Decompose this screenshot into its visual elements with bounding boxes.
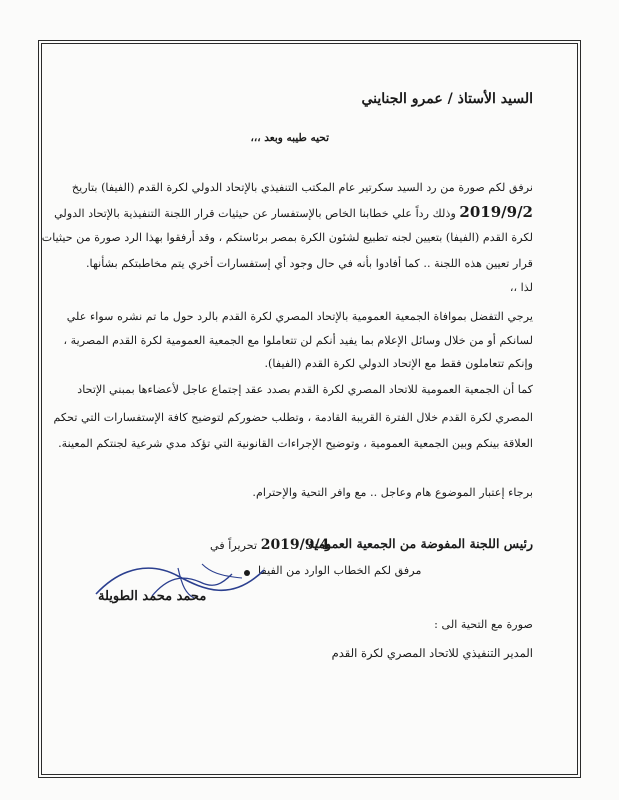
para1-date: 2019/9/2 xyxy=(459,203,533,221)
para2-line1: يرجي التفضل بموافاة الجمعية العمومية بالإتحاد المصري لكرة القدم بالرد حول ما تم نشره سواء علي xyxy=(66,310,533,323)
attachment-note: مرفق لكم الخطاب الوارد من الفيفا xyxy=(258,564,422,577)
cc-heading: صورة مع التحية الى : xyxy=(434,618,533,631)
greeting: تحيه طيبه وبعد ،،، xyxy=(250,132,329,144)
closing-line: برجاء إعتبار الموضوع هام وعاجل .. مع وافر التحية والإحترام. xyxy=(252,486,533,499)
para3-line1: كما أن الجمعية العمومية للاتحاد المصري لكرة القدم بصدد عقد إجتماع عاجل لأعضاءها بمبني الإتحاد xyxy=(77,383,533,396)
para1-line2-rest: وذلك رداً علي خطابنا الخاص بالإستفسار عن حيثيات قرار اللجنة التنفيذية بالإتحاد الدولي xyxy=(54,207,460,220)
dated-prefix: تحريراً في xyxy=(210,539,258,552)
addressee: السيد الأستاذ / عمرو الجنايني xyxy=(361,91,533,107)
para2-line3: وإنكم تتعاملون فقط مع الإتحاد الدولي لكرة القدم (الفيفا). xyxy=(264,357,533,370)
para1-line2 xyxy=(54,205,533,220)
para3-line3: العلاقة بينكم وبين الجمعية العمومية ، وتوضيح الإجراءات القانونية التي تؤكد مدي شرعية لجنتكم المعينة. xyxy=(58,437,533,450)
page-border xyxy=(38,40,581,778)
cc-recipient: المدير التنفيذي للاتحاد المصري لكرة القدم xyxy=(331,646,533,660)
dated-value: 2019/9/4 xyxy=(260,537,330,553)
para1-line1: نرفق لكم صورة من رد السيد سكرتير عام المكتب التنفيذي بالإتحاد الدولي لكرة القدم (الفيفا) بتاريخ xyxy=(71,181,533,194)
para1-line3: لكرة القدم (الفيفا) بتعيين لجنه تطبيع لشئون الكرة بمصر برئاستكم ، وقد أرفقوا بهذا الرد صورة من حيثيات xyxy=(41,231,533,244)
chair-name: محمد محمد الطويلة xyxy=(98,589,207,604)
chair-title: رئيس اللجنة المفوضة من الجمعية العمومية xyxy=(307,536,533,551)
para1-line4: قرار تعيين هذه اللجنة .. كما أفادوا بأنه في حال وجود أي إستفسارات أخري يتم مخاطبتكم بشأنها. xyxy=(85,257,533,270)
para2-line2: لسانكم أو من خلال وسائل الإعلام بما يفيد أنكم لن تتعاملوا مع الجمعية العمومية لكرة القدم المصرية ، xyxy=(63,334,533,347)
para1-line5: لذا ،، xyxy=(509,281,533,294)
para3-line2: المصري لكرة القدم خلال الفترة القريبة القادمة ، وتطلب حضوركم لتوضيح كافة الإستفسارات التي تحكم xyxy=(53,411,533,424)
